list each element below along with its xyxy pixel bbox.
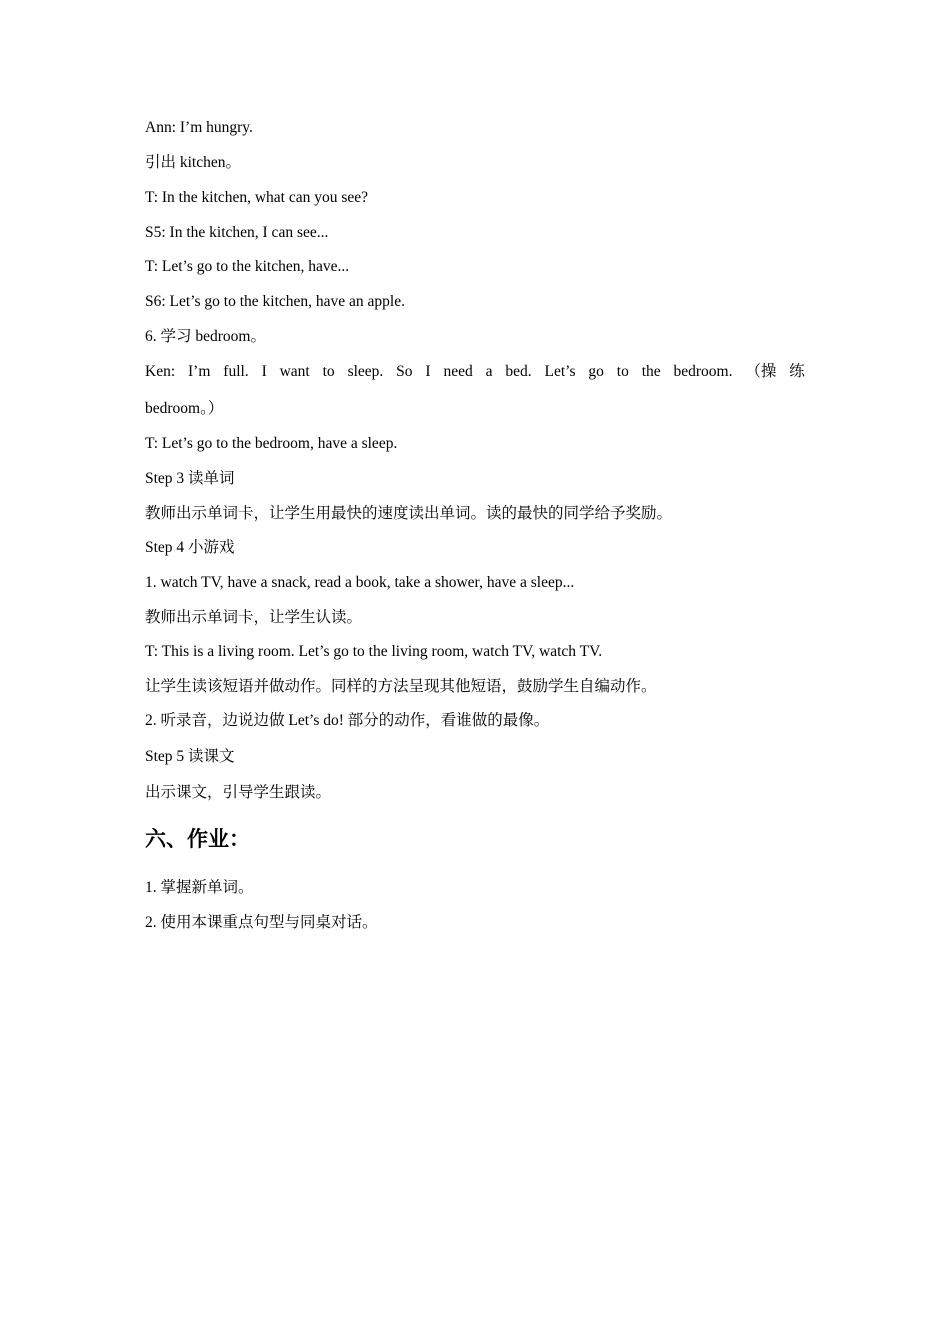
- ken-word: to: [616, 363, 629, 380]
- step-heading: Step 5 读课文: [145, 748, 235, 765]
- ken-word: full.: [223, 363, 249, 380]
- instruction-line: 让学生读该短语并做动作。同样的方法呈现其他短语，鼓励学生自编动作。: [145, 678, 657, 695]
- ken-word: the: [641, 363, 661, 380]
- instruction-line: 教师出示单词卡，让学生用最快的速度读出单词。读的最快的同学给予奖励。: [145, 505, 673, 522]
- ken-dialogue-line: [145, 362, 805, 382]
- dialogue-line: T: This is a living room. Let’s go to the living room, watch TV, watch TV.: [145, 643, 603, 660]
- ken-dialogue-continuation: bedroom。）: [145, 400, 224, 417]
- dialogue-line: S5: In the kitchen, I can see...: [145, 224, 329, 241]
- step-line: 6. 学习 bedroom。: [145, 328, 266, 345]
- ken-word: a: [485, 363, 493, 380]
- dialogue-line: S6: Let’s go to the kitchen, have an apple.: [145, 293, 405, 310]
- dialogue-line: T: In the kitchen, what can you see?: [145, 189, 369, 206]
- homework-item: 2. 使用本课重点句型与同桌对话。: [145, 914, 378, 931]
- dialogue-line: T: Let’s go to the kitchen, have...: [145, 258, 350, 275]
- ken-word: Let’s: [544, 363, 576, 380]
- ken-word: I: [261, 363, 267, 380]
- step-heading: Step 4 小游戏: [145, 539, 235, 556]
- ken-word: I: [425, 363, 431, 380]
- ken-word: （操: [745, 363, 777, 380]
- ken-word: Ken:: [145, 363, 176, 380]
- homework-item: 1. 掌握新单词。: [145, 879, 254, 896]
- phrase-list-line: 1. watch TV, have a snack, read a book, take a shower, have a sleep...: [145, 574, 575, 591]
- ken-word: So: [396, 363, 413, 380]
- ken-word: 练: [789, 363, 805, 380]
- dialogue-line: Ann: I’m hungry.: [145, 119, 253, 136]
- step-heading: Step 3 读单词: [145, 470, 235, 487]
- dialogue-line: T: Let’s go to the bedroom, have a sleep.: [145, 435, 398, 452]
- instruction-line: 出示课文，引导学生跟读。: [145, 784, 332, 801]
- ken-word: want: [279, 363, 310, 380]
- instruction-line: 引出 kitchen。: [145, 154, 241, 171]
- ken-word: sleep.: [347, 363, 384, 380]
- section-heading-homework: 六、作业：: [145, 827, 250, 851]
- ken-word: bed.: [505, 363, 532, 380]
- ken-word: go: [588, 363, 604, 380]
- ken-word: I’m: [188, 363, 211, 380]
- ken-word: to: [322, 363, 335, 380]
- instruction-line: 2. 听录音，边说边做 Let’s do! 部分的动作，看谁做的最像。: [145, 712, 550, 729]
- instruction-line: 教师出示单词卡，让学生认读。: [145, 609, 363, 626]
- ken-word: need: [443, 363, 473, 380]
- ken-word: bedroom.: [673, 363, 733, 380]
